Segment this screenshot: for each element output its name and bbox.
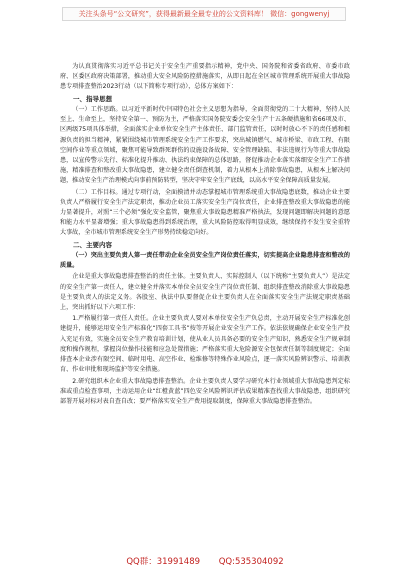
section-heading-contents: 二、主要内容 [73, 240, 112, 249]
item1-sub1: 1.严格履行第一责任人责任。企业主要负责人要对本单位安全生产负总责，主动开展安全生产标准化创建提升，能够运用安全生产标准化“四套工具书”按等开展企业安全生产工作。依法依规确保企业安全生产投入充足有效，实施全员安全生产教育培训计划，使从业人员具备必要的安全生产知识，熟悉安全生产规章制度和操作规程，掌握岗位操作技能和应急处置措施；严格落实重大危险源安全包保责任制等制度规定；全面排查本企业涉有限空间、临时用电、高空作业、检维修等特殊作业风险点，逐一落实风险辨识警示、培训教育、作业审批和现场监护等安全措施。 [60, 315, 350, 374]
qq-group: QQ群：31991489 [126, 557, 201, 567]
footer-contacts [90, 555, 320, 569]
paragraph-work-goals: （二）工作目标。通过专项行动，全面摸清并动态掌握城市管理系统重大事故隐患底数，推动企业主要负责人严格履行安全生产法定职责，推动企业员工落实安全生产岗位责任，企业排查整改重大事故隐患的能力显著提升，对照“三个必须”强化安全监管，聚焦重大事故隐患精准严格执法，发现问题即解决问题的意愿和能力水平显著增强；重大事故隐患得到系统治理，重大风险防控取得明显成效，继续保持不发生安全重特大事故，全市城市管理系统安全生产形势持续稳定向好。 [60, 188, 350, 237]
qq-number: QQ:535304092 [218, 557, 284, 567]
section-heading-guiding: 一、指导思想 [73, 94, 112, 103]
paragraph-work-ideas: （一）工作思路。以习近平新时代中国特色社会主义思想为指导，全面贯彻党的二十大精神，坚持人民至上、生命至上，坚持安全第一、预防为主，严格落实国务院安委会安全生产十五条硬措施和省66项及市、区两级75项具体举措，全面落实企业单位安全生产主体责任、部门监管责任，以时时放心不下的责任感和根源负责的担当精神，紧紧围绕城市管理系统安全生产工作要求，突出城镇燃气、城市桥梁、市政工程、有限空间作业等重点领域，聚焦可能导致群死群伤的设施设备故障、安全管理缺陷、非法违规行为等重大事故隐患，以宣传警示先行、标准化提升推动、执法约束保障的总体思路，督促推动企业落实落细安全生产工作措施，精准排查和整改重大事故隐患，建立健全责任倒查机制，着力从根本上消除事故隐患，从根本上解决问题，推动安全生产治理模式向事前预防转型，坚决守牢安全生产底线，以高水平安全保障高质量发展。 [60, 106, 350, 185]
document-body [60, 62, 350, 408]
promo-banner: 关注头条号“公文研究”，获得最新最全最专业的公文资料库！ 微信：gongwenyj [62, 7, 346, 21]
intro-paragraph: 为认真贯彻落实习近平总书记关于安全生产重要指示精神，党中央、国务院和省委省政府、市委市政府、区委区政府决策部署，推动重大安全风险防控措施落实，从即日起在全区城市管理系统开展重大事故隐患专项排查整治2023行动（以下简称专项行动），总体方案如下： [60, 63, 350, 91]
item1-body: 企业是重大事故隐患排查整治的责任主体。主要负责人、实际控制人（以下统称“主要负责人”）是法定的安全生产第一责任人，建立健全并落实本单位全员安全生产岗位责任制、组织排查整改消除重大事故隐患是主要负责人的法定义务。各股室、执法中队要督促企业主要负责人在全面落实安全生产法规定职责基础上，突出抓好以下六项工作： [60, 273, 350, 312]
item1-title: （一）突出主要负责人第一责任带动企业全员安全生产岗位责任落实，切实提高企业隐患排查和整改的质量。 [60, 252, 350, 270]
item1-sub2: 2.研究组织本企业重大事故隐患排查整治。企业主要负责人要学习研究本行业领域重大事故隐患判定标准或重点检查事项，主动运用企业“红橙黄蓝”四色安全风险辨识评估成果精准查找重大事故隐患，组织研究部署开展对标对表自查自改；要严格落实安全生产费用提取制度，保障重大事故隐患排查整治。 [60, 377, 350, 405]
